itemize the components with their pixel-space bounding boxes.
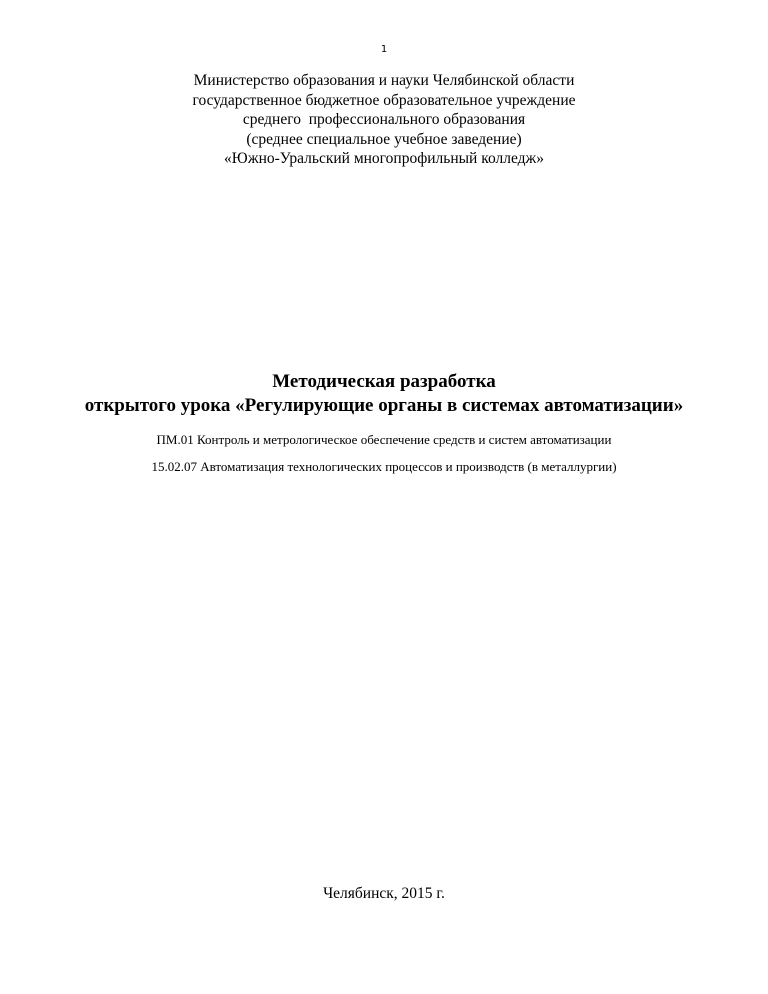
institution-line: (среднее специальное учебное заведение) bbox=[246, 130, 522, 148]
document-title-line-2: открытого урока «Регулирующие органы в системах автоматизации» bbox=[84, 395, 684, 416]
document-subinfo bbox=[0, 432, 768, 486]
institution-line: государственное бюджетное образовательное учреждение bbox=[192, 91, 576, 109]
module-line: ПМ.01 Контроль и метрологическое обеспечение средств и систем автоматизации bbox=[156, 432, 612, 447]
footer-city-year: Челябинск, 2015 г. bbox=[323, 885, 445, 902]
document-title bbox=[0, 370, 768, 418]
document-title-line-1: Методическая разработка bbox=[272, 371, 496, 392]
specialty-line: 15.02.07 Автоматизация технологических процессов и производств (в металлургии) bbox=[151, 459, 617, 474]
institution-line: среднего профессионального образования bbox=[242, 111, 526, 128]
institution-line: Министерство образования и науки Челябинской области bbox=[193, 72, 575, 89]
page-number: 1 bbox=[380, 44, 388, 55]
institution-line: «Южно-Уральский многопрофильный колледж» bbox=[223, 150, 544, 167]
institution-header bbox=[0, 71, 768, 169]
